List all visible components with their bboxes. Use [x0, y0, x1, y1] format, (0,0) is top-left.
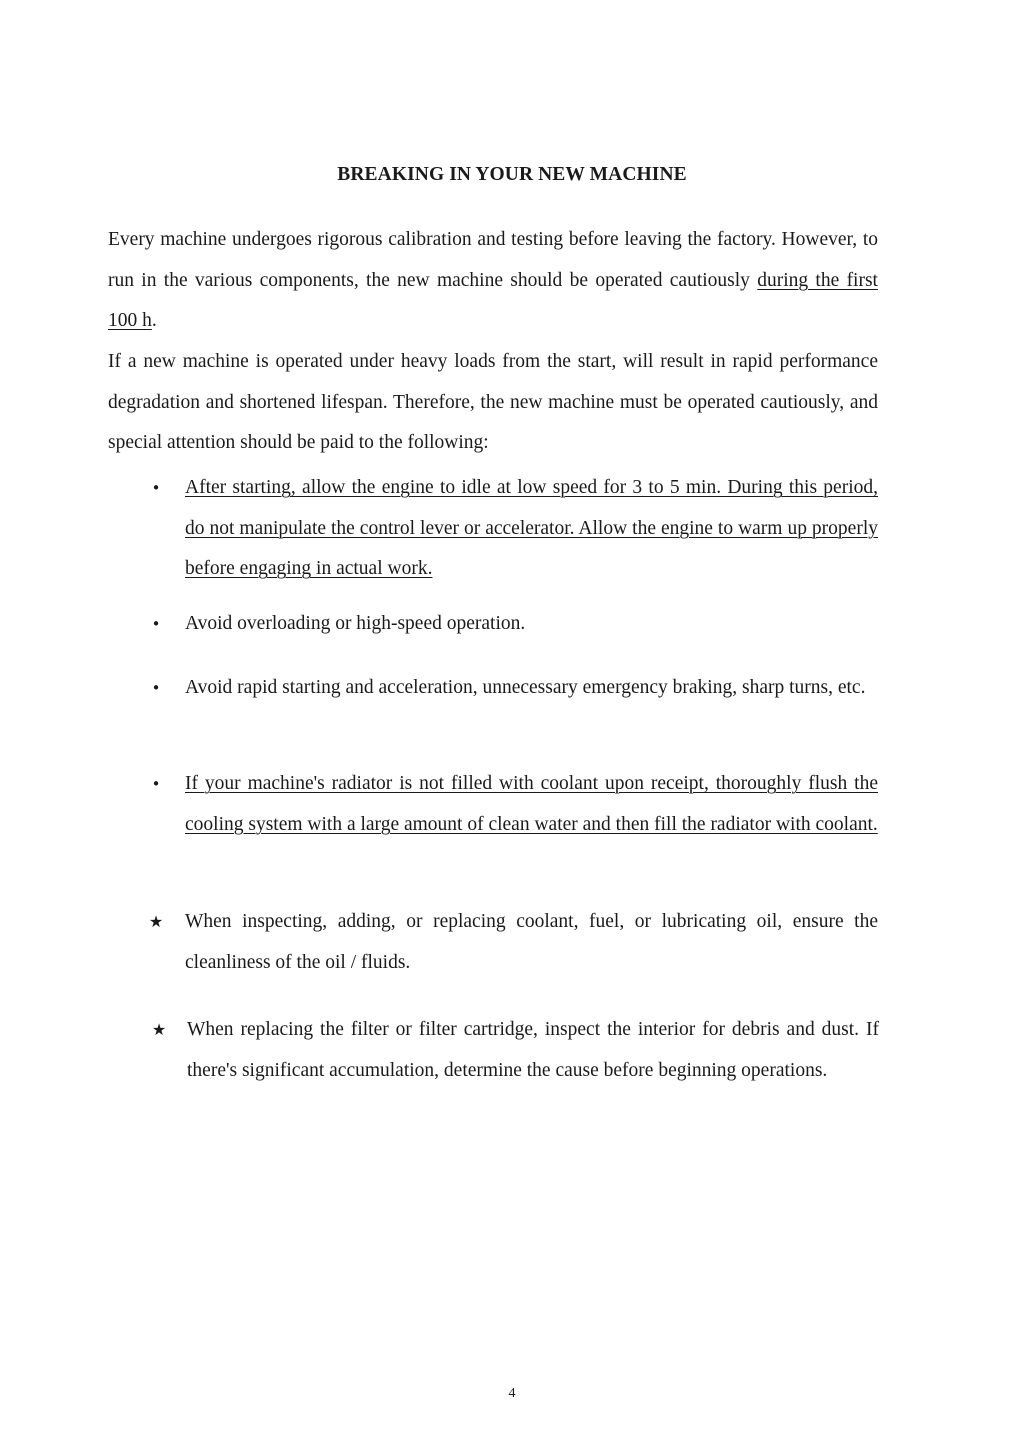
intro-text: Every machine undergoes rigorous calibration and testing before leaving the factory. However, to run in the various components, the new machine should be operated cautiously — [108, 229, 878, 291]
list-item-text: When inspecting, adding, or replacing coolant, fuel, or lubricating oil, ensure the cleanliness of the oil / fluids. — [185, 911, 878, 973]
bullet-icon: • — [151, 679, 161, 697]
list-item-text: After starting, allow the engine to idle at low speed for 3 to 5 min. During this period, do not manipulate the control lever or accelerator. Allow the engine to warm up properly before engaging in actual work. — [185, 477, 878, 579]
intro-paragraph — [108, 220, 878, 342]
page-title: BREAKING IN YOUR NEW MACHINE — [337, 164, 687, 185]
page-number: 4 — [508, 1386, 516, 1401]
star-icon: ★ — [148, 912, 164, 931]
intro-underlined-text: during the first 100 h — [108, 269, 878, 331]
list-item-text: Avoid rapid starting and acceleration, unnecessary emergency braking, sharp turns, etc. — [185, 677, 866, 698]
intro-text-end: . — [151, 310, 157, 331]
bullet-icon: • — [151, 615, 161, 633]
star-icon: ★ — [151, 1020, 167, 1039]
bullet-icon: • — [151, 479, 161, 497]
list-item-text: Avoid overloading or high-speed operation. — [185, 613, 526, 634]
warning-paragraph: If a new machine is operated under heavy loads from the start, will result in rapid performance degradation and shortened lifespan. Therefore, the new machine must be operated cautiously, and special attention should be paid to the following: — [108, 351, 878, 453]
bullet-icon: • — [151, 775, 161, 793]
list-item-text: When replacing the filter or filter cartridge, inspect the interior for debris and dust. If there's significant accumulation, determine the cause before beginning operations. — [187, 1019, 879, 1081]
list-item-text: If your machine's radiator is not filled with coolant upon receipt, thoroughly flush the cooling system with a large amount of clean water and then fill the radiator with coolant. — [185, 773, 878, 835]
